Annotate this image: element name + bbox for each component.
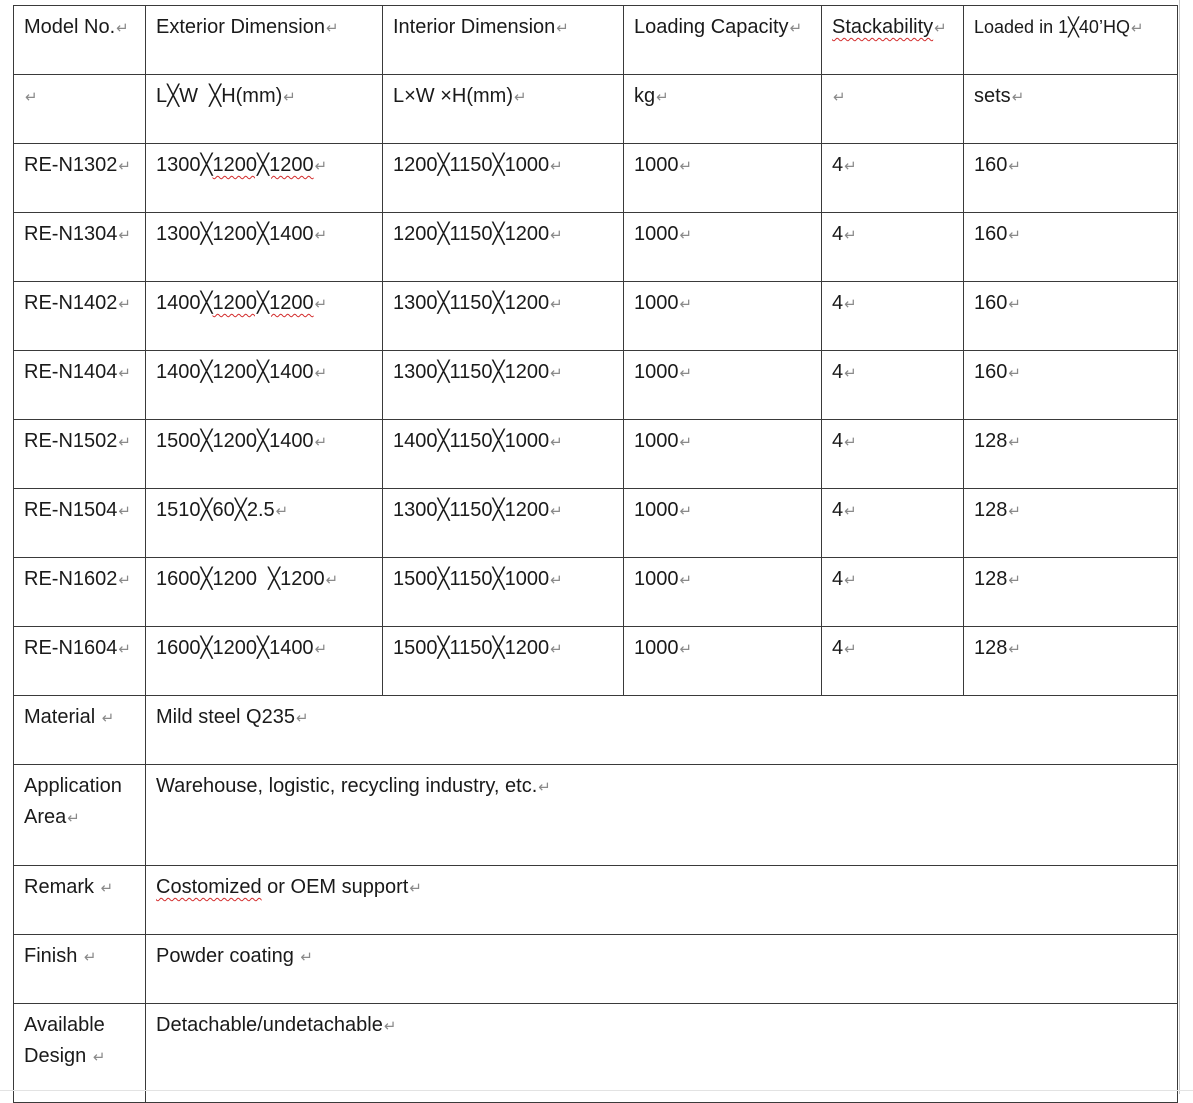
header-cell-stackability[interactable]: [822, 6, 964, 75]
units-cell-interior[interactable]: [383, 75, 624, 144]
paragraph-mark-icon: ↵: [118, 503, 131, 520]
interior-cell-text: 1200╳1150╳1000: [393, 154, 550, 176]
exterior-cell[interactable]: [146, 144, 383, 213]
interior-cell[interactable]: [383, 420, 624, 489]
exterior-cell-flagged-text: 1200╳1200: [212, 292, 314, 314]
paragraph-mark-icon: ↵: [1130, 20, 1144, 37]
paragraph-mark-icon: ↵: [679, 365, 693, 382]
model-rows: [14, 144, 1178, 696]
paragraph-mark-icon: ↵: [550, 296, 563, 313]
paragraph-mark-icon: ↵: [83, 949, 97, 966]
exterior-cell-flagged-text: 1200╳1200: [212, 154, 314, 176]
interior-cell-text: 1500╳1150╳1000: [393, 568, 550, 590]
paragraph-mark-icon: ↵: [844, 296, 857, 313]
paragraph-mark-icon: ↵: [679, 503, 693, 520]
paragraph-mark-icon: ↵: [550, 641, 563, 658]
model-cell[interactable]: [14, 144, 146, 213]
material-value: Mild steel Q235: [156, 706, 295, 728]
finish-value: Powder coating: [156, 945, 300, 967]
paragraph-mark-icon: ↵: [325, 20, 339, 37]
exterior-cell[interactable]: [146, 351, 383, 420]
header-loaded-text: Loaded in 1╳40’HQ: [974, 17, 1130, 37]
exterior-cell[interactable]: [146, 489, 383, 558]
exterior-cell-text: 1300╳: [156, 154, 213, 176]
material-label: Material: [24, 706, 101, 728]
paragraph-mark-icon: ↵: [556, 20, 569, 37]
header-cell-interior[interactable]: [383, 6, 624, 75]
capacity-cell-text: 1000: [634, 568, 679, 590]
paragraph-mark-icon: ↵: [67, 810, 80, 827]
model-cell-text: RE-N1502: [24, 430, 118, 452]
application-value: Warehouse, logistic, recycling industry, etc.: [156, 775, 538, 797]
paragraph-mark-icon: ↵: [116, 20, 129, 37]
paragraph-mark-icon: ↵: [314, 227, 328, 244]
loaded-sets-cell[interactable]: [964, 144, 1178, 213]
paragraph-mark-icon: ↵: [679, 434, 693, 451]
model-cell[interactable]: [14, 420, 146, 489]
units-cell-loaded[interactable]: [964, 75, 1178, 144]
paragraph-mark-icon: ↵: [25, 89, 38, 106]
paragraph-mark-icon: ↵: [656, 89, 669, 106]
paragraph-mark-icon: ↵: [101, 710, 115, 727]
header-cell-model[interactable]: [14, 6, 146, 75]
interior-cell[interactable]: [383, 489, 624, 558]
capacity-cell-text: 1000: [634, 499, 679, 521]
paragraph-mark-icon: ↵: [934, 20, 947, 37]
paragraph-mark-icon: ↵: [100, 880, 114, 897]
units-interior-text: L×W ×H(mm): [393, 85, 513, 107]
model-cell-text: RE-N1602: [24, 568, 118, 590]
loaded-sets-cell[interactable]: [964, 351, 1178, 420]
stackability-cell[interactable]: [822, 144, 964, 213]
paragraph-mark-icon: ↵: [409, 880, 422, 897]
paragraph-mark-icon: ↵: [118, 296, 131, 313]
remark-value-cell[interactable]: [146, 866, 1178, 935]
capacity-cell[interactable]: [624, 144, 822, 213]
paragraph-mark-icon: ↵: [118, 158, 131, 175]
model-cell-text: RE-N1304: [24, 223, 118, 245]
stackability-cell-text: 4: [832, 637, 844, 659]
header-cell-loaded[interactable]: [964, 6, 1178, 75]
stackability-cell[interactable]: [822, 558, 964, 627]
exterior-cell[interactable]: [146, 558, 383, 627]
paragraph-mark-icon: ↵: [844, 434, 857, 451]
table-row: [14, 627, 1178, 696]
paragraph-mark-icon: ↵: [295, 710, 309, 727]
paragraph-mark-icon: ↵: [314, 434, 328, 451]
capacity-cell-text: 1000: [634, 154, 679, 176]
design-label-cell[interactable]: [14, 1004, 146, 1103]
interior-cell-text: 1300╳1150╳1200: [393, 292, 550, 314]
capacity-cell[interactable]: [624, 558, 822, 627]
paragraph-mark-icon: ↵: [383, 1018, 397, 1035]
paragraph-mark-icon: ↵: [679, 296, 693, 313]
paragraph-mark-icon: ↵: [118, 434, 131, 451]
paragraph-mark-icon: ↵: [118, 365, 131, 382]
model-cell-text: RE-N1302: [24, 154, 118, 176]
paragraph-mark-icon: ↵: [314, 641, 328, 658]
stackability-cell[interactable]: [822, 627, 964, 696]
exterior-cell[interactable]: [146, 213, 383, 282]
paragraph-mark-icon: ↵: [1008, 158, 1021, 175]
stackability-cell[interactable]: [822, 420, 964, 489]
model-cell[interactable]: [14, 351, 146, 420]
paragraph-mark-icon: ↵: [92, 1049, 106, 1066]
loaded-sets-cell-text: 128: [974, 430, 1008, 452]
exterior-cell[interactable]: [146, 627, 383, 696]
model-cell-text: RE-N1402: [24, 292, 118, 314]
loaded-sets-cell[interactable]: [964, 558, 1178, 627]
interior-cell-text: 1300╳1150╳1200: [393, 361, 550, 383]
loaded-sets-cell[interactable]: [964, 213, 1178, 282]
paragraph-mark-icon: ↵: [550, 365, 563, 382]
units-loaded-text: sets: [974, 85, 1011, 107]
interior-cell-text: 1500╳1150╳1200: [393, 637, 550, 659]
capacity-cell[interactable]: [624, 282, 822, 351]
design-value-cell[interactable]: [146, 1004, 1178, 1103]
interior-cell-text: 1400╳1150╳1000: [393, 430, 550, 452]
spec-rows: [14, 696, 1178, 1103]
paragraph-mark-icon: ↵: [118, 641, 131, 658]
table-row: [14, 144, 1178, 213]
paragraph-mark-icon: ↵: [1008, 365, 1021, 382]
finish-value-cell[interactable]: [146, 935, 1178, 1004]
paragraph-mark-icon: ↵: [844, 641, 857, 658]
loaded-sets-cell-text: 160: [974, 292, 1008, 314]
interior-cell[interactable]: [383, 282, 624, 351]
paragraph-mark-icon: ↵: [538, 779, 551, 796]
table-row: [14, 213, 1178, 282]
finish-row: [14, 935, 1178, 1004]
paragraph-mark-icon: ↵: [118, 572, 131, 589]
stackability-cell-text: 4: [832, 361, 844, 383]
paragraph-mark-icon: ↵: [325, 572, 339, 589]
units-cell-stackability[interactable]: [822, 75, 964, 144]
paragraph-mark-icon: ↵: [550, 572, 563, 589]
header-cell-exterior[interactable]: [146, 6, 383, 75]
header-stackability-text: Stackability: [832, 16, 934, 38]
paragraph-mark-icon: ↵: [1008, 434, 1021, 451]
paragraph-mark-icon: ↵: [1011, 89, 1025, 106]
application-label: Application Area: [24, 775, 122, 828]
capacity-cell[interactable]: [624, 627, 822, 696]
paragraph-mark-icon: ↵: [789, 20, 803, 37]
exterior-cell-text: 1600╳1200 ╳1200: [156, 568, 325, 590]
header-exterior-text: Exterior Dimension: [156, 16, 325, 38]
model-cell-text: RE-N1504: [24, 499, 118, 521]
loaded-sets-cell-text: 128: [974, 499, 1008, 521]
interior-cell[interactable]: [383, 351, 624, 420]
application-label-cell[interactable]: [14, 765, 146, 866]
loaded-sets-cell[interactable]: [964, 282, 1178, 351]
capacity-cell-text: 1000: [634, 430, 679, 452]
interior-cell[interactable]: [383, 213, 624, 282]
stackability-cell-text: 4: [832, 499, 844, 521]
capacity-cell-text: 1000: [634, 292, 679, 314]
design-row: [14, 1004, 1178, 1103]
paragraph-mark-icon: ↵: [1008, 296, 1021, 313]
paragraph-mark-icon: ↵: [1008, 227, 1021, 244]
finish-label-cell[interactable]: [14, 935, 146, 1004]
capacity-cell-text: 1000: [634, 361, 679, 383]
exterior-cell[interactable]: [146, 420, 383, 489]
loaded-sets-cell-text: 160: [974, 154, 1008, 176]
paragraph-mark-icon: ↵: [679, 227, 693, 244]
model-cell[interactable]: [14, 558, 146, 627]
remark-value: or OEM support: [261, 876, 409, 898]
units-exterior-text: L╳W ╳H(mm): [156, 85, 283, 107]
stackability-cell-text: 4: [832, 292, 844, 314]
paragraph-mark-icon: ↵: [1008, 572, 1021, 589]
paragraph-mark-icon: ↵: [283, 89, 296, 106]
header-capacity-text: Loading Capacity: [634, 16, 789, 38]
table-row: [14, 489, 1178, 558]
remark-value-misspelled: Costomized: [156, 876, 262, 898]
stackability-cell-text: 4: [832, 430, 844, 452]
design-value: Detachable/undetachable: [156, 1014, 383, 1036]
paragraph-mark-icon: ↵: [550, 434, 563, 451]
capacity-cell[interactable]: [624, 489, 822, 558]
loaded-sets-cell-text: 160: [974, 361, 1008, 383]
model-cell-text: RE-N1604: [24, 637, 118, 659]
material-label-cell[interactable]: [14, 696, 146, 765]
loaded-sets-cell-text: 128: [974, 637, 1008, 659]
paragraph-mark-icon: ↵: [679, 572, 693, 589]
remark-label-cell[interactable]: [14, 866, 146, 935]
stackability-cell[interactable]: [822, 282, 964, 351]
capacity-cell[interactable]: [624, 213, 822, 282]
interior-cell[interactable]: [383, 627, 624, 696]
interior-cell-text: 1200╳1150╳1200: [393, 223, 550, 245]
material-value-cell[interactable]: [146, 696, 1178, 765]
units-cell-exterior[interactable]: [146, 75, 383, 144]
application-value-cell[interactable]: [146, 765, 1178, 866]
paragraph-mark-icon: ↵: [844, 227, 857, 244]
application-row: [14, 765, 1178, 866]
header-row: [14, 6, 1178, 75]
paragraph-mark-icon: ↵: [679, 158, 693, 175]
paragraph-mark-icon: ↵: [844, 572, 857, 589]
units-cell-capacity[interactable]: [624, 75, 822, 144]
table-row: [14, 558, 1178, 627]
capacity-cell[interactable]: [624, 351, 822, 420]
stackability-cell-text: 4: [832, 568, 844, 590]
paragraph-mark-icon: ↵: [833, 89, 846, 106]
stackability-cell-text: 4: [832, 223, 844, 245]
paragraph-mark-icon: ↵: [118, 227, 131, 244]
paragraph-mark-icon: ↵: [550, 503, 563, 520]
units-cell-model[interactable]: [14, 75, 146, 144]
paragraph-mark-icon: ↵: [550, 227, 563, 244]
remark-row: [14, 866, 1178, 935]
exterior-cell[interactable]: [146, 282, 383, 351]
paragraph-mark-icon: ↵: [844, 365, 857, 382]
table-row: [14, 282, 1178, 351]
paragraph-mark-icon: ↵: [314, 296, 328, 313]
paragraph-mark-icon: ↵: [1008, 503, 1021, 520]
page-bottom-edge: [0, 1090, 1193, 1091]
model-cell[interactable]: [14, 213, 146, 282]
stackability-cell[interactable]: [822, 213, 964, 282]
model-cell[interactable]: [14, 489, 146, 558]
loaded-sets-cell[interactable]: [964, 627, 1178, 696]
model-cell[interactable]: [14, 627, 146, 696]
paragraph-mark-icon: ↵: [1008, 641, 1021, 658]
interior-cell-text: 1300╳1150╳1200: [393, 499, 550, 521]
design-label: Available Design: [24, 1014, 105, 1067]
paragraph-mark-icon: ↵: [679, 641, 693, 658]
exterior-cell-text: 1510╳60╳2.5: [156, 499, 275, 521]
exterior-cell-text: 1400╳1200╳1400: [156, 361, 314, 383]
units-capacity-text: kg: [634, 85, 656, 107]
paragraph-mark-icon: ↵: [300, 949, 313, 966]
exterior-cell-text: 1600╳1200╳1400: [156, 637, 314, 659]
capacity-cell-text: 1000: [634, 223, 679, 245]
table-row: [14, 420, 1178, 489]
stackability-cell[interactable]: [822, 351, 964, 420]
page-right-edge: [1179, 0, 1180, 1094]
material-row: [14, 696, 1178, 765]
remark-label: Remark: [24, 876, 100, 898]
stackability-cell-text: 4: [832, 154, 844, 176]
loaded-sets-cell-text: 128: [974, 568, 1008, 590]
spec-table: [13, 5, 1178, 1103]
interior-cell[interactable]: [383, 144, 624, 213]
loaded-sets-cell[interactable]: [964, 489, 1178, 558]
paragraph-mark-icon: ↵: [550, 158, 563, 175]
paragraph-mark-icon: ↵: [844, 158, 857, 175]
exterior-cell-text: 1400╳: [156, 292, 213, 314]
header-cell-capacity[interactable]: [624, 6, 822, 75]
paragraph-mark-icon: ↵: [844, 503, 857, 520]
paragraph-mark-icon: ↵: [275, 503, 289, 520]
header-interior-text: Interior Dimension: [393, 16, 556, 38]
finish-label: Finish: [24, 945, 83, 967]
exterior-cell-text: 1300╳1200╳1400: [156, 223, 314, 245]
loaded-sets-cell-text: 160: [974, 223, 1008, 245]
paragraph-mark-icon: ↵: [314, 365, 328, 382]
capacity-cell[interactable]: [624, 420, 822, 489]
units-row: [14, 75, 1178, 144]
header-model-text: Model No.: [24, 16, 116, 38]
capacity-cell-text: 1000: [634, 637, 679, 659]
interior-cell[interactable]: [383, 558, 624, 627]
paragraph-mark-icon: ↵: [314, 158, 328, 175]
loaded-sets-cell[interactable]: [964, 420, 1178, 489]
table-row: [14, 351, 1178, 420]
exterior-cell-text: 1500╳1200╳1400: [156, 430, 314, 452]
model-cell-text: RE-N1404: [24, 361, 118, 383]
paragraph-mark-icon: ↵: [514, 89, 527, 106]
stackability-cell[interactable]: [822, 489, 964, 558]
model-cell[interactable]: [14, 282, 146, 351]
